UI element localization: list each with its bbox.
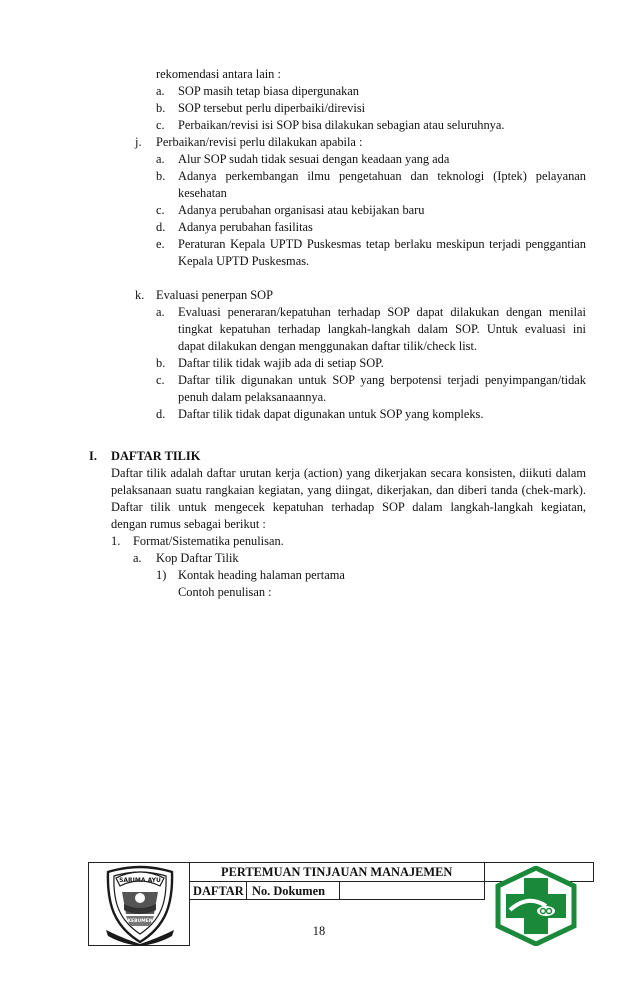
list-item-line: dapat dilakukan dengan menggunakan daftar tilik/check list. [178, 339, 477, 353]
list-label: e. [156, 237, 165, 251]
list-item-line: Peraturan Kepala UPTD Puskesmas tetap berlaku meskipun terjadi penggantian [178, 237, 586, 251]
list-item: SOP masih tetap biasa dipergunakan [178, 84, 360, 98]
section-label-j: j. [135, 135, 142, 149]
list-label: 1. [111, 534, 121, 548]
section-title: DAFTAR TILIK [111, 449, 201, 463]
list-item-line: Adanya perkembangan ilmu pengetahuan dan teknologi (Iptek) pelayanan [178, 169, 586, 183]
list-label: a. [156, 305, 165, 319]
list-item: Format/Sistematika penulisan. [133, 534, 284, 548]
list-label: b. [156, 169, 166, 183]
list-label: d. [156, 407, 166, 421]
list-item: Kontak heading halaman pertama [178, 568, 345, 582]
page-number: 18 [312, 924, 326, 938]
list-item: Daftar tilik tidak dapat digunakan untuk SOP yang kompleks. [178, 407, 484, 421]
list-label: b. [156, 101, 166, 115]
list-label: a. [156, 84, 165, 98]
list-item: Daftar tilik tidak wajib ada di setiap SOP. [178, 356, 384, 370]
footer-no-dokumen: No. Dokumen [252, 884, 325, 898]
emblem-text-bottom: KEBUMEN [127, 919, 153, 924]
list-item: Adanya perubahan organisasi atau kebijakan baru [178, 203, 425, 217]
list-label: d. [156, 220, 166, 234]
list-item-line: tingkat kepatuhan terhadap langkah-langkah dalam SOP. Untuk evaluasi ini [178, 322, 586, 336]
list-item-line: Kepala UPTD Puskesmas. [178, 254, 310, 268]
list-item-line: kesehatan [178, 186, 227, 200]
list-label: c. [156, 203, 165, 217]
emblem-text: SARIMA AYU [119, 877, 161, 884]
list-item: Kop Daftar Tilik [156, 551, 239, 565]
list-item-line: Daftar tilik digunakan untuk SOP yang berpotensi terjadi penyimpangan/tidak [178, 373, 586, 387]
list-label: a. [133, 551, 142, 565]
footer-daftar: DAFTAR [193, 884, 244, 898]
list-item: Alur SOP sudah tidak sesuai dengan keadaan yang ada [178, 152, 450, 166]
list-item: SOP tersebut perlu diperbaiki/direvisi [178, 101, 366, 115]
list-label: c. [156, 118, 165, 132]
intro-text: rekomendasi antara lain : [156, 67, 281, 81]
contoh-text: Contoh penulisan : [178, 585, 272, 599]
list-item-line: Evaluasi peneraran/kepatuhan terhadap SOP dapat dilakukan dengan menilai [178, 305, 586, 319]
paragraph-line: Daftar tilik adalah daftar urutan kerja (action) yang dikerjakan secara konsisten, diikuti dalam [111, 466, 586, 480]
paragraph-line: Daftar tilik untuk mengecek kepatuhan terhadap SOP dalam langkah-langkah kegiatan, [111, 500, 586, 514]
paragraph-line: pelaksanaan suatu rangkaian kegiatan, yang diingat, dikerjakan, dan diberi tanda (chek-mark). [111, 483, 586, 497]
list-label: 1) [156, 568, 167, 582]
section-heading-k: Evaluasi penerpan SOP [156, 288, 273, 302]
section-label-k: k. [135, 288, 145, 302]
section-heading-j: Perbaikan/revisi perlu dilakukan apabila : [156, 135, 363, 149]
list-label: a. [156, 152, 165, 166]
paragraph-line: dengan rumus sebagai berikut : [111, 517, 266, 531]
list-label: c. [156, 373, 165, 387]
list-item: Adanya perubahan fasilitas [178, 220, 313, 234]
footer-title: PERTEMUAN TINJAUAN MANAJEMEN [221, 865, 453, 879]
list-label: b. [156, 356, 166, 370]
list-item: Perbaikan/revisi isi SOP bisa dilakukan sebagian atau seluruhnya. [178, 118, 505, 132]
section-label-I: I. [89, 449, 97, 463]
list-item-line: penuh dalam pelaksanaannya. [178, 390, 327, 404]
footer-value-cell [339, 881, 485, 900]
